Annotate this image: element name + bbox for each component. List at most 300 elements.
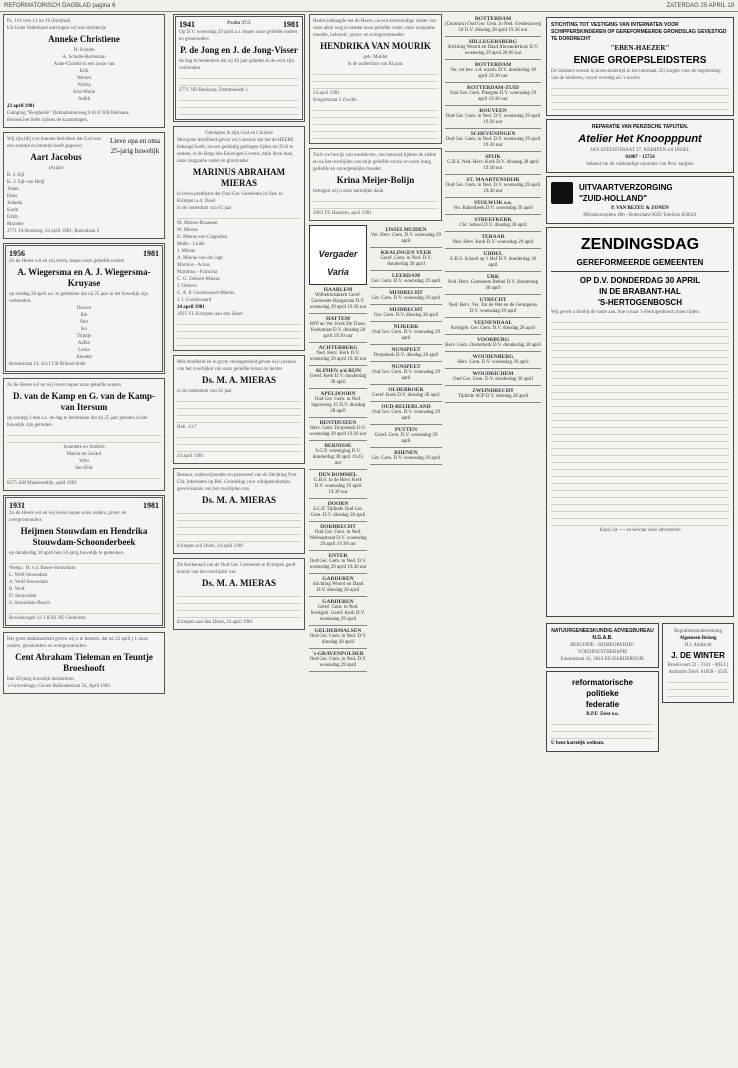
meeting-entry (445, 369, 541, 386)
anniversary-ad-wiegersma (3, 243, 165, 374)
thanks-ad-meijer (309, 148, 442, 221)
rpf-t4: R.P.F. Zeist e.o. (586, 712, 619, 717)
meeting-entry (445, 352, 541, 369)
meeting-place: ALPHEN a/d RIJN (315, 368, 361, 374)
bottom-ads-left (546, 620, 659, 755)
couple-name: D. van de Kamp en G. van de Kamp-van Itersum (12, 391, 155, 412)
name-line: C. G. Ooborn-Mieras (177, 277, 220, 282)
meeting-place: IJSSELMUIDEN (385, 227, 427, 233)
ad-intro: Zo de Heere wil en wij leven hopen onze geliefde ouders (7, 383, 122, 388)
anniversary-ad-dejong (173, 14, 305, 122)
bible-ref: Heb. 13:7 (177, 425, 197, 430)
meeting-details: Geref. Kerk D.V. donderdag 30 april (309, 374, 367, 385)
child-name: Aart Jacobus (30, 152, 82, 162)
deceased-name: Ds. M. A. MIERAS (201, 495, 276, 505)
naturo-address: Emmastraat 43, 3844 ED HARDERWIJK (560, 657, 645, 662)
rpf-t1: reformatorische (572, 678, 633, 687)
name-line: Annette (76, 355, 92, 360)
vergader-varia-logo (309, 225, 367, 285)
name-line: Johan (7, 187, 19, 192)
mission-close: Kopij uit ---- en bewaar deze advertentie (599, 528, 681, 533)
meeting-entry (445, 37, 541, 60)
meeting-place: LEERDAM (391, 273, 421, 279)
meeting-details: Ver. tot bev. v.d. waarh. D.V. donderdag 30 april 19.30 uur (450, 68, 536, 79)
carpet-ad-line1: REPARATIE VAN PERZISCHE TAPIJTEN. (591, 124, 689, 130)
meeting-entry (309, 343, 367, 366)
rpf-t2: politieke (586, 689, 619, 698)
meeting-place: HATTEM (325, 316, 351, 322)
meeting-details: Ned. Herv. Ver. Tot de Wet en de Getuigenis D.V. woensdag 29 april (448, 303, 538, 314)
ad-intro: Het grote dankbaarheid geven wij u te kennen, dat op 22 april j.l. onze ouders, grootouders en overgrootouders (7, 637, 148, 649)
meeting-details: (Centrum) Oud Ger. Gem. in Ned. Gerdesiaweg 50 D.V. dinsdag 28 april 19.30 uur (445, 22, 541, 33)
obituary-mieras-congregation (173, 355, 305, 464)
undertaker-address: Bredevoort 22 - 3341 - 0(H.I.) Ambacht Telef. 01858 - 4545 (667, 663, 729, 675)
meeting-place: ST. MAARTENSDIJK (466, 177, 520, 183)
anniversary-ad-stouwdam (3, 495, 165, 628)
name-line: Werner (76, 76, 92, 81)
anniversary-ad-tieleman (3, 632, 165, 694)
meeting-place: ZWIJNDRECHT (472, 388, 514, 394)
name-line: W. Mieras (177, 228, 198, 233)
year-start: 1931 (9, 501, 25, 510)
meeting-place: 's-GRAVENPOLDER (312, 651, 364, 657)
person-name: Krina Meijer-Bolijn (336, 175, 415, 185)
name-line: Jan-Dirk (75, 466, 93, 471)
meeting-entry (370, 362, 442, 385)
meeting-place: BENTHUIZEN (319, 420, 357, 426)
obituary-vanmourik (309, 14, 442, 144)
name-line: H. Schulte (73, 48, 95, 53)
name-line: Wim (79, 459, 89, 464)
meeting-entry (445, 14, 541, 37)
ad-date: Krimpen a/d IJssel, 24 april 1981 (177, 544, 244, 549)
mission-text: Wij geven u hierbij de route aan, hoe u naar 's-Hertogenbosch moet rijden. (551, 310, 700, 315)
meeting-place: RHENEN (394, 450, 418, 456)
meeting-place: NUNSPEET (391, 347, 421, 353)
meeting-place: SPIJK (485, 154, 501, 160)
funeral-ad-header (551, 181, 729, 205)
meeting-entry (445, 318, 541, 335)
church-list-right (370, 225, 442, 672)
undertaker-head: Begrafenisonderneming (673, 629, 723, 634)
church-list-left (309, 285, 367, 672)
year-start: 1956 (9, 249, 25, 258)
name-line: Judith (77, 97, 91, 102)
ad-text-2: in leven predikant der Oud Ger. Gemeente in Ned. te Krimpen a.d. IJssel (177, 192, 283, 204)
meeting-place: GARDEREN (322, 576, 354, 582)
meeting-details: Oud Ger. Gem. in Ned. Jagersweg 15 D.V. dinsdag 28 april (310, 397, 366, 414)
ad-address: Broekstraat 14, 4411 CB Rilland-Bath (9, 362, 86, 367)
bottom-ads (546, 620, 734, 755)
name-line: S. Stouwdam-Bosch (9, 601, 50, 606)
name-line: M. Mieras-Klaassen (177, 221, 218, 226)
job-ad-text: De leidsters wonen in kostwinstertijd in het internaat. Zij zorgen voor de begeleiding van de kinderen, zowel overdag als 's nachts. (551, 69, 721, 81)
mission-place: IN DE BRABANT-HAL (599, 287, 681, 296)
name-line: A. Mieras-van der Jagt (177, 256, 223, 261)
header-left: REFORMATORISCH DAGBLAD pagina 6 (4, 3, 116, 9)
meeting-details: Ned. Herv. Kerk D.V. woensdag 29 april (452, 240, 534, 245)
name-line: Lenie (78, 348, 90, 353)
name-line: Arie-Marie (72, 90, 96, 95)
ad-text: Bestuur, onderwijzenden en personeel van de Stichting Prot. Chr. Internaten op Ref. Grondslag voor schippersdiertjes geven kennis van het overlijden van (177, 473, 298, 492)
meeting-place: UTRECHT (479, 297, 507, 303)
meeting-entry (445, 198, 541, 215)
name-line: D. Mieras-van Cappellen (177, 235, 228, 240)
job-ad-sub: "EBEN-HAEZER" (610, 44, 670, 52)
church-list-col4 (445, 14, 541, 403)
meeting-place: ENTER (328, 553, 348, 559)
meeting-entry (370, 322, 442, 345)
ad-address: Bovenkragen 12 2 8501 PE Giethoorn (9, 616, 86, 621)
rpf-t3: federatie (585, 700, 620, 709)
bottom-ads-right (662, 620, 734, 755)
meeting-details: Geref. Gem. D.V. woensdag 29 april (374, 433, 438, 444)
meeting-place: ROTTERDAM-ZUID (467, 85, 519, 91)
name-line: Hans (7, 194, 18, 199)
meeting-place: APELDOORN (320, 391, 356, 397)
couple-name: A. Wiegersma en A. J. Wiegersma-Kruyase (17, 267, 151, 288)
meeting-entry (309, 522, 367, 551)
name-line: A. Wolf-Stouwdam (9, 580, 48, 585)
name-line: Douwe (76, 306, 92, 311)
ad-date: 24 april 1981 (177, 454, 204, 459)
name-line: Wemp.: H. v.d. Bosse-Stouwdam (9, 566, 76, 571)
names-list (9, 305, 159, 361)
meeting-entry (309, 441, 367, 470)
meeting-place: WOUDENBERG (472, 354, 514, 360)
funeral-logo-icon (551, 182, 573, 204)
ad-age: in de ouderdom van 84 jaar. (347, 62, 404, 67)
meeting-entry (445, 106, 541, 129)
meeting-details: Oud Ger. Gem. D.V. donderdag 30 april (453, 377, 533, 382)
meeting-details: Ver. Herv. Gem. D.V. woensdag 29 april (370, 233, 442, 244)
meeting-place: UDDEL (483, 251, 503, 257)
meeting-details: Geref. Gem. in Ned. D.V. donderdag 30 april (380, 256, 432, 267)
meeting-place: ROTTERDAM (474, 16, 512, 22)
meeting-place: KRALINGEN VEER (380, 250, 432, 256)
anniversary-ad-vandekamp (3, 378, 165, 491)
meeting-entry (309, 418, 367, 441)
undertaker-name: Algemeen Belang (679, 636, 717, 641)
ad-date: Krimpen aan den IJssel, 24 april 1981 (177, 620, 253, 625)
mission-day-ad (546, 227, 734, 617)
obituary-mieras-family (173, 126, 305, 351)
meeting-entry (445, 129, 541, 152)
ad-intro: Zo de Heere wil en wij leven, hopen onze geliefde ouders (9, 259, 125, 264)
column-4 (445, 14, 541, 1054)
meeting-place: VOORBURG (476, 337, 510, 343)
obituary-mieras-board (173, 468, 305, 554)
meeting-details: Tijdzide SGP D.V. dinsdag 28 april (457, 394, 529, 399)
meeting-place: PUTTEN (394, 427, 418, 433)
ad-intro: Ontslapen in zijn God en Christus (205, 131, 273, 136)
psalm-ref: Psalm 37:5 (227, 21, 251, 26)
birth-ad-anneke (3, 14, 165, 128)
carpet-ad-phone: 01807 - 15754 (625, 155, 655, 160)
meeting-place: HILLEGERSBERG (469, 39, 517, 45)
column-5 (546, 14, 734, 1054)
header-right: ZATERDAG 25 APRIL 19 (666, 3, 734, 9)
name-line: Trijntje (76, 334, 92, 339)
names-list (7, 47, 161, 103)
column-1 (3, 14, 165, 1054)
meeting-details: Oud Ger. Gem. D.V. woensdag 29 april (371, 330, 441, 341)
meeting-place: MIJDRECHT (389, 307, 423, 313)
meeting-details: G.B.S. in de Herv. Kerk D.V. woensdag 29 april 19.30 uur (313, 478, 362, 495)
name-line: J. J. Goudswaard (177, 298, 212, 303)
couple-name: Heijmen Stouwdam en Hendrika Stouwdam-Schoonderbeek (20, 526, 148, 547)
meeting-place: DEN BOMMEL (318, 472, 358, 478)
ad-text: op zondag 26 april a.s. te gedenken dat zij 25 jaar in het huwelijk zijn verbonden. (9, 292, 149, 304)
meeting-details: Ger. Gem. D.V. woensdag 29 april (371, 279, 441, 284)
meeting-entry (445, 249, 541, 272)
name-line: Aafke (77, 341, 91, 346)
undertaker-ad (662, 623, 734, 703)
meeting-entry (370, 385, 442, 402)
deceased-maiden: geb. Mulder (363, 55, 388, 60)
meeting-entry (370, 345, 442, 362)
meeting-place: URK (486, 274, 500, 280)
meeting-details: Oud Ger. Gem. Pleegste D.V. woensdag 29 april 19.30 uur (449, 91, 537, 102)
meeting-details: Geref. Kerk D.V. dinsdag 28 april (372, 393, 440, 398)
name-line: J. Mieras (177, 249, 196, 254)
mission-sub: GEREFORMEERDE GEMEENTEN (576, 258, 704, 267)
name-line: Jolanda (7, 201, 23, 206)
ad-date: 24 april 1981 (177, 305, 205, 310)
ad-close: betuigen wij u onze hartelijke dank. (313, 189, 385, 194)
job-ad-org: STICHTING TOT VESTIGING VAN INTERNATEN VOOR SCHIPPERSKINDEREN OP GEREFORMEERDE GRONDSLAG GEVESTIGD TE DORDRECHT (551, 22, 727, 42)
name-line: Marinus - Arnus (177, 263, 210, 268)
logo-text: Vergader Varia (318, 249, 358, 277)
meeting-place: GELDERMALSEN (314, 628, 362, 634)
meeting-details: Ver. Bakenbeek D.V. woensdag 29 april (453, 206, 533, 211)
name-line: Piet (80, 320, 88, 325)
meeting-entry (309, 626, 367, 649)
meeting-details: Oud Ger. Gem. in Ned. Weihaastraat D.V. woensdag 29 april 19.30 uur (309, 530, 367, 547)
undertaker-firm: J. DE WINTER (671, 651, 725, 660)
ad-intro: Wij zijn blij u te kunnen berichten dat God ons een zoontje en broertje heeft gegeven (7, 137, 101, 149)
meeting-entry (370, 305, 442, 322)
funeral-ad-address: Mijnsherenplein 40b - Rotterdam-3020 Telefoon 858621 (583, 213, 697, 218)
ad-text: Toch we bewijs van medeleven, ons betoond tijdens de ziekte en na het overlijden van mijn geliefde vrouw en onze innig geliefde en onvergetelijke moeder, (313, 153, 437, 172)
ad-address: 8275 AM Maartensdijk, april 1981 (7, 481, 77, 486)
ad-text: op donderdag 30 april hun 50-jarig huwelijk te gedenken. (9, 551, 125, 556)
child-nickname: (Arjan) (48, 166, 64, 171)
meeting-details: Stichting Woord en Daad D.V. dinsdag 28 april (312, 582, 364, 593)
meeting-place: HAARLEM (323, 287, 353, 293)
meeting-details: Oud Ger. Gem. in Ned. D.V. woensdag 29 april 19.30 uur (309, 559, 367, 570)
meeting-place: BERNISSE (324, 443, 352, 449)
meeting-entry (445, 335, 541, 352)
year-end: 1981 (143, 501, 159, 510)
name-line: J. Ooborn (177, 284, 197, 289)
meeting-entry (445, 60, 541, 83)
name-line: Anne-Christie is een zusje van (53, 62, 115, 67)
name-line: K. J. Sijl-van Heijl (7, 180, 45, 185)
name-line: D. Stouwdam (9, 594, 37, 599)
ad-address: 2925 VL Krimpen aan den IJssel (177, 312, 243, 317)
carpet-ad-text: bekend om de vakkundige reparatie van Pers. tapijten (586, 162, 694, 167)
meeting-entry (370, 425, 442, 448)
rpf-ad (546, 671, 659, 752)
meeting-details: Ned. Herv. Kerk D.V. woensdag 29 april 19.30 uur (309, 351, 367, 362)
meeting-details: Oud Ger. Gem. D.V. woensdag 29 april (371, 410, 441, 421)
meeting-place: DOORN (327, 501, 349, 507)
undertaker-place: H.I. Ambacht (684, 643, 712, 648)
meeting-entry (309, 314, 367, 343)
meeting-place: DORDRECHT (320, 524, 356, 530)
funeral-ad-t3: P. VAN BEZEU & ZONEN (611, 206, 669, 211)
name-line: C. A. P. Goudswaard-Mieras (177, 291, 235, 296)
birth-ad-side (109, 136, 161, 235)
naturopathy-ad (546, 623, 659, 668)
meeting-place: NUNSPEET (391, 364, 421, 370)
meeting-entry (445, 215, 541, 232)
meeting-details: Oud Ger. Gem. in Ned. D.V. woensdag 29 april (309, 657, 367, 668)
ad-intro: Uit Gods Vaderhand ontvingen wij ons dochtertje (7, 26, 107, 31)
name-line: Erik (79, 69, 89, 74)
meeting-entry (370, 288, 442, 305)
ad-address: 2771 ND Boskoop, Dammekade 1 (179, 88, 249, 93)
meeting-details: S.G.P. Tijdinde Oud Ger. Gem. D.V. dinsdag 28 april (310, 507, 366, 518)
ad-age: in de ouderdom van 65 jaar (177, 389, 232, 394)
header-rule (0, 11, 738, 12)
carpet-repair-ad (546, 119, 734, 173)
meeting-entry (445, 83, 541, 106)
ad-address: Gamping "Berghelde" Dalmabuitenweg 6 8147 RB Helmans (7, 111, 129, 116)
meeting-details: Ger. Gem. D.V. woensdag 29 april (371, 456, 441, 461)
deceased-name: Ds. M. A. MIERAS (201, 578, 276, 588)
years (9, 249, 159, 258)
meeting-details: Oud Ger. Gem. in Ned. D.V. woensdag 29 april 19.30 uur (445, 137, 541, 148)
meeting-place: OUD-BEIJERLAND (381, 404, 431, 410)
carpet-ad-name: Atelier Het Knoopppunt (578, 133, 702, 145)
meeting-place: OLDEBROEK (388, 387, 424, 393)
meetings-left (309, 225, 367, 672)
job-ad-ebenhaezer (546, 17, 734, 116)
name-line: Rie (80, 313, 88, 318)
ad-text: Met droefheid en in grote verslagenheid geven wij u kennis van het overlijden van onze geliefde leraar en herder (177, 360, 296, 372)
name-line: Karin (7, 208, 19, 213)
funeral-ad-t2: "ZUID-HOLLAND" (579, 194, 648, 203)
funeral-ad-titles (579, 181, 673, 205)
meeting-details: Oud Ger. Gem. in Ned. D.V. dinsdag 28 april (309, 634, 367, 645)
name-line: Malle - Linda (177, 242, 205, 247)
name-line: L. Wolf-Stouwdam (9, 573, 48, 578)
meeting-details: Ger. Gem. D.V. woensdag 29 april (371, 296, 441, 301)
mission-title: ZENDINGSDAG (580, 236, 700, 253)
years (9, 501, 159, 510)
meeting-entry (309, 551, 367, 574)
meeting-entry (445, 295, 541, 318)
meeting-details: Ned. Herv. Gemeente Bethel D.V. donderdag 30 april (447, 280, 539, 291)
meeting-details: Ger. Gem. D.V. dinsdag 28 april (373, 313, 439, 318)
mission-city: 'S-HERTOGENBOSCH (598, 298, 682, 307)
meeting-entry (309, 389, 367, 418)
meeting-details: Oud Ger. Gem. in Ned. D.V. woensdag 29 april 19.30 uur (445, 183, 541, 194)
meeting-details: BFP en Ver. Kerk De Tinne, Kerkstraat D.V. dinsdag 28 april 19.30 uur (310, 322, 366, 339)
meeting-details: Wilhelminakerk Geref. Gemeente Rangstraat D.V. woensdag 29 april 19.30 uur (309, 293, 367, 310)
meeting-details: Oud Ger. Gem. D.V. woensdag 29 april (371, 370, 441, 381)
meeting-entry (309, 285, 367, 314)
year-end: 1981 (282, 20, 299, 29)
naturo-text: IRISCOPIE - HOMEOPATHIE-VOEDINGSTHERAPIE (570, 643, 635, 655)
year-start: 1941 (179, 20, 195, 29)
meeting-entry (370, 448, 442, 465)
meeting-entry (445, 386, 541, 403)
ad-close: Bezoek het liefst tijdens de kraamdagen. (7, 118, 89, 123)
birth-ad-aart (3, 132, 165, 239)
mission-date: OP D.V. DONDERDAG 30 APRIL (579, 276, 701, 285)
meeting-entry (370, 225, 442, 248)
meeting-entry (445, 272, 541, 295)
names-list (7, 444, 161, 472)
meeting-details: Herv. Gem. Dorpskerk D.V. woensdag 29 april 19.30 uur (309, 426, 367, 437)
name-line: Ko (80, 327, 88, 332)
meeting-entry (445, 232, 541, 249)
name-line: A. Schulte-Bornsman (62, 55, 106, 60)
naturo-head: NATUURGENEESKUNDIG ADVIESBUREAU N.G.A.B. (551, 628, 654, 641)
ad-date: 24 april 1981 (313, 91, 340, 96)
meeting-entry (309, 574, 367, 597)
ad-text: Met grote droefheid geven wij u kennis dat het de HEERE behaagd heeft, na een geduldig gedragen lijden tot Zich te nemen, in de Hoge des Eeuwigen Levens, mijn lieve man, onze zorgzame vader en grootvader (177, 138, 294, 164)
side-anniversary: 25-jarig huwelijk (110, 147, 160, 155)
ad-address: Ringerstraat 2 Zwolle (313, 98, 357, 103)
meeting-details: G.B.S. Ned. Herv. Kerk D.V. dinsdag 28 april 19.30 uur (447, 160, 539, 171)
ad-intro: Zo de Heere wil en wij leven hopen onze ouders, groot- en overgrootouders (9, 511, 127, 523)
meeting-details: Stichting Woord en Daad Alexanderhuis D.V. woensdag 29 april 20.00 uur (447, 45, 539, 56)
meeting-place: MIJDRECHT (389, 290, 423, 296)
meeting-place: ROUVEEN (479, 108, 507, 114)
meeting-place: GARDEREN (322, 599, 354, 605)
meeting-place: SCHEVENINGEN (470, 131, 516, 137)
meeting-entry (445, 175, 541, 198)
meeting-details: Oud Ger. Gem. in Ned. D.V. woensdag 29 april 19.30 uur (445, 114, 541, 125)
column-2 (173, 14, 305, 1054)
meeting-entry (370, 271, 442, 288)
meeting-details: Dorpskerk D.V. dinsdag 28 april (373, 353, 439, 358)
name-line: Martin en Gerard (66, 452, 102, 457)
deceased-name: Ds. M. A. MIERAS (201, 375, 276, 385)
ad-address: 's-Gravenhage, Goven Balhoekstraat 54, April 1981 (7, 684, 111, 689)
name-line: Maritima - Francina (177, 270, 218, 275)
column-3 (309, 14, 442, 1054)
meeting-place: ROTTERDAM (474, 62, 512, 68)
meeting-place: WOUDRICHEM (472, 371, 514, 377)
meeting-entry (309, 499, 367, 522)
meeting-details: Herv. Gem. D.V. woensdag 29 april (457, 360, 529, 365)
meeting-entry (445, 152, 541, 175)
ad-text: op zondag 3 mei a.s. de dag te herdenken dat zij 25 jaar geleden in het huwelijk zijn getreden. (7, 416, 148, 428)
ad-text: Heden behaagde het de Heere, na een kortstondige ziekte van onze allen weg te nemen onze geliefde vader, onze zorgzame moeder, behuwd-, groot- en overgrootmoeder (313, 19, 436, 38)
meeting-place: STREEFKERK (474, 217, 512, 223)
meeting-place: VEENENDAAL (473, 320, 513, 326)
couple-name: P. de Jong en J. de Jong-Visser (180, 45, 298, 55)
ad-date: 23 april 1981 (7, 104, 35, 109)
ad-text: hun 50-jarig huwelijk herdachten. (7, 677, 75, 682)
meeting-entry (309, 366, 367, 389)
deceased-name: MARINUS ABRAHAM MIERAS (192, 167, 286, 188)
meetings-section (309, 225, 442, 672)
ad-text: Op D.V. woensdag 29 april a.s. hopen onze geliefde ouders en grootouders (179, 30, 298, 42)
meeting-details: Geref. Gem. in Ned. Kerkgeb. Geref. Kerk D.V. woensdag 29 april (311, 605, 365, 622)
name-line: B. Wolf (9, 587, 25, 592)
meeting-details: Chr. School D.V. dinsdag 28 april (459, 223, 527, 228)
ad-address: 2003 TE Haarlem, april 1981 (313, 211, 372, 216)
meeting-details: S.G.P. vereniging D.V. donderdag 30 april 19.45 uur (312, 449, 364, 466)
meeting-entry (370, 248, 442, 271)
name-line: Jeannette en Andries (63, 445, 105, 450)
